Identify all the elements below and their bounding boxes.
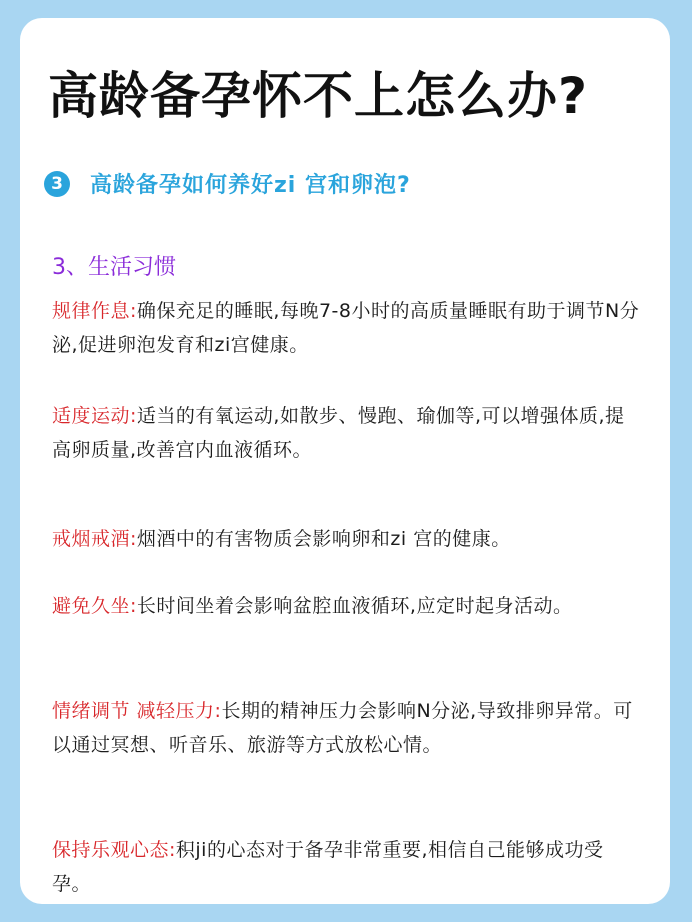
- tip-text: 烟酒中的有害物质会影响卵和zi 宫的健康。: [136, 528, 511, 550]
- tip-label: 规律作息:: [52, 300, 137, 322]
- tip-text: 确保充足的睡眠,每晚7-8小时的高质量睡眠有助于调节N分泌,促进卵泡发育和zi宫健康。: [52, 300, 640, 356]
- tip-label: 保持乐观心态:: [52, 839, 176, 861]
- tip-paragraph: [52, 694, 642, 762]
- tip-paragraph: [52, 399, 642, 467]
- content-card: [20, 18, 670, 904]
- tip-label: 情绪调节 减轻压力:: [52, 700, 222, 722]
- tip-paragraph: [52, 294, 642, 362]
- subheading: 3、生活习惯: [52, 255, 176, 280]
- page-title: 高龄备孕怀不上怎么办?: [48, 67, 589, 125]
- tip-label: 避免久坐:: [52, 595, 137, 617]
- tip-paragraph: [52, 589, 642, 623]
- section-number-badge: 3: [44, 171, 70, 197]
- tip-paragraph: [52, 522, 642, 556]
- tip-text: 长期的精神压力会影响N分泌,导致排卵异常。可以通过冥想、听音乐、旅游等方式放松心情。: [52, 700, 633, 756]
- section-heading: [44, 168, 411, 199]
- tip-label: 戒烟戒酒:: [52, 528, 137, 550]
- section-heading-text: 高龄备孕如何养好zi 宫和卵泡?: [90, 173, 411, 198]
- tip-text: 长时间坐着会影响盆腔血液循环,应定时起身活动。: [136, 595, 573, 617]
- tip-text: 适当的有氧运动,如散步、慢跑、瑜伽等,可以增强体质,提高卵质量,改善宫内血液循环。: [52, 405, 625, 461]
- tip-paragraph: [52, 833, 642, 901]
- tip-text: 积ji的心态对于备孕非常重要,相信自己能够成功受孕。: [52, 839, 604, 895]
- tip-label: 适度运动:: [52, 405, 137, 427]
